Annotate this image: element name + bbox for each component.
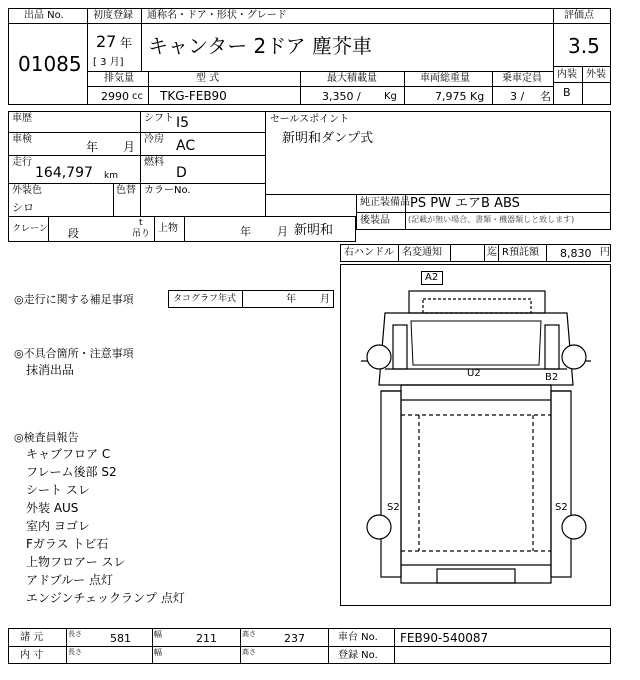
body-month-unit: 月 xyxy=(277,225,288,238)
exterior-color-label: 外装色 xyxy=(12,185,42,196)
tachograph-year-unit: 年 xyxy=(286,294,296,305)
exterior-color-value: シロ xyxy=(12,201,34,214)
steering-label: 右ハンドル xyxy=(344,247,394,258)
deposit-value: 8,830 xyxy=(560,247,592,260)
width-value: 211 xyxy=(196,632,217,645)
truck-outline xyxy=(341,265,612,607)
length-label: 長さ xyxy=(68,630,82,638)
shift-label: シフト xyxy=(144,113,174,124)
ac-value: AC xyxy=(176,138,196,154)
tachograph-month-unit: 月 xyxy=(320,294,330,305)
aftermarket-note: (記載が無い場合、書類・機器類しと致します) xyxy=(408,215,575,224)
height-value: 237 xyxy=(284,632,305,645)
chassis-number-value: FEB90-540087 xyxy=(400,631,489,645)
standard-equipment-value: PS PW エアB ABS xyxy=(410,196,520,211)
displacement-label: 排気量 xyxy=(104,73,134,84)
chassis-number-label: 車台 No. xyxy=(338,632,378,643)
mileage-unit: km xyxy=(104,171,118,181)
lot-number-label: 出品 No. xyxy=(24,10,64,21)
capacity-unit: 名 xyxy=(540,90,551,103)
defects-item: 抹消出品 xyxy=(26,363,75,377)
length-value: 581 xyxy=(110,632,131,645)
sales-points-label: セールスポイント xyxy=(270,114,350,125)
vehicle-name: キャンター 2ドア 塵芥車 xyxy=(148,34,373,58)
inspector-item: 上物フロアー スレ xyxy=(26,555,126,569)
inspector-report-label: ◎検査員報告 xyxy=(14,431,79,444)
first-registration-month: [ 3 月] xyxy=(93,57,124,68)
model-label: 型 式 xyxy=(196,73,220,84)
registration-number-label: 登録 No. xyxy=(338,650,378,661)
body-year-unit: 年 xyxy=(240,225,251,238)
sales-points-value: 新明和ダンプ式 xyxy=(282,131,374,146)
inspector-item: 室内 ヨゴレ xyxy=(26,519,90,533)
inspector-item: フレーム後部 S2 xyxy=(26,465,117,479)
inspector-item: 外装 AUS xyxy=(26,501,79,515)
inspector-item: キャブフロア C xyxy=(26,447,111,461)
crane-stage-unit: 段 xyxy=(68,227,79,240)
history-label: 車歴 xyxy=(12,113,32,124)
inspector-item: アドブルー 点灯 xyxy=(26,573,113,587)
fuel-value: D xyxy=(176,165,187,181)
inner-length-label: 長さ xyxy=(68,648,82,656)
front-left-wheel xyxy=(367,345,391,369)
damage-mark: A2 xyxy=(425,272,439,283)
defects-label: ◎不具合箇所・注意事項 xyxy=(14,347,134,360)
crane-ton-unit: t xyxy=(139,218,143,228)
rear-left-wheel xyxy=(367,515,391,539)
details-box xyxy=(8,111,266,217)
inspection-month-unit: 月 xyxy=(123,140,136,154)
max-load-value: 3,350 / xyxy=(322,90,361,103)
model-value: TKG-FEB90 xyxy=(160,89,227,103)
capacity-value: 3 / xyxy=(510,90,525,103)
front-right-wheel xyxy=(562,345,586,369)
first-registration-label: 初度登録 xyxy=(93,10,133,21)
damage-mark: S2 xyxy=(555,502,568,513)
rear-right-wheel xyxy=(562,515,586,539)
damage-mark: U2 xyxy=(467,368,481,379)
crane-label: クレーン xyxy=(12,224,48,234)
lot-number: 01085 xyxy=(18,52,82,76)
crane-hoist-unit: 吊り xyxy=(132,229,151,239)
width-label: 幅 xyxy=(154,630,162,639)
vehicle-name-header: 通称名・ドア・形状・グレード xyxy=(147,10,287,21)
inner-dimensions-label: 内 寸 xyxy=(20,650,44,661)
inspection-year-unit: 年 xyxy=(86,140,99,154)
gross-weight-value: 7,975 Kg xyxy=(435,90,485,103)
damage-diagram xyxy=(340,264,611,606)
interior-value: B xyxy=(563,86,571,99)
exterior-label: 外装 xyxy=(586,69,606,80)
driving-notes-label: ◎走行に関する補足事項 xyxy=(14,293,134,306)
displacement-value: 2990 xyxy=(101,90,129,103)
mileage-label: 走行 xyxy=(12,157,32,168)
rating-value: 3.5 xyxy=(568,34,600,58)
damage-mark: S2 xyxy=(387,502,400,513)
max-load-label: 最大積載量 xyxy=(327,73,377,84)
dimensions-label: 諸 元 xyxy=(20,632,44,643)
mileage-value: 164,797 xyxy=(35,165,93,181)
fuel-label: 燃料 xyxy=(144,157,164,168)
name-change-label: 名変通知 xyxy=(402,247,442,258)
rating-label: 評価点 xyxy=(564,10,594,21)
max-load-unit: Kg xyxy=(384,91,397,102)
body-maker: 新明和 xyxy=(294,223,334,238)
inner-height-label: 高さ xyxy=(242,648,256,656)
inspector-item: エンジンチェックランプ 点灯 xyxy=(26,591,185,605)
damage-mark: B2 xyxy=(545,372,559,383)
year-unit: 年 xyxy=(120,36,133,50)
yen-unit: 円 xyxy=(600,247,610,258)
inner-width-label: 幅 xyxy=(154,648,162,657)
capacity-label: 乗車定員 xyxy=(502,73,542,84)
gross-weight-label: 車両総重量 xyxy=(420,73,470,84)
ac-label: 冷房 xyxy=(144,134,164,145)
interior-label: 内装 xyxy=(557,69,577,80)
shift-value: I5 xyxy=(176,115,190,131)
standard-equipment-label: 純正装備品 xyxy=(360,197,410,208)
body-label: 上物 xyxy=(158,223,178,234)
first-registration-year: 27 xyxy=(96,32,117,51)
deposit-label: R預託額 xyxy=(502,247,539,258)
inspection-label: 車検 xyxy=(12,134,32,145)
color-change-label: 色替 xyxy=(116,185,136,196)
tachograph-label: タコグラフ年式 xyxy=(173,294,237,304)
inspector-item: シート スレ xyxy=(26,483,90,497)
until-label: 迄 xyxy=(487,247,497,258)
height-label: 高さ xyxy=(242,630,256,638)
displacement-unit: cc xyxy=(132,91,143,102)
aftermarket-label: 後装品 xyxy=(360,215,390,226)
inspector-item: Fガラス トビ石 xyxy=(26,537,109,551)
color-code-label: カラーNo. xyxy=(144,185,191,196)
